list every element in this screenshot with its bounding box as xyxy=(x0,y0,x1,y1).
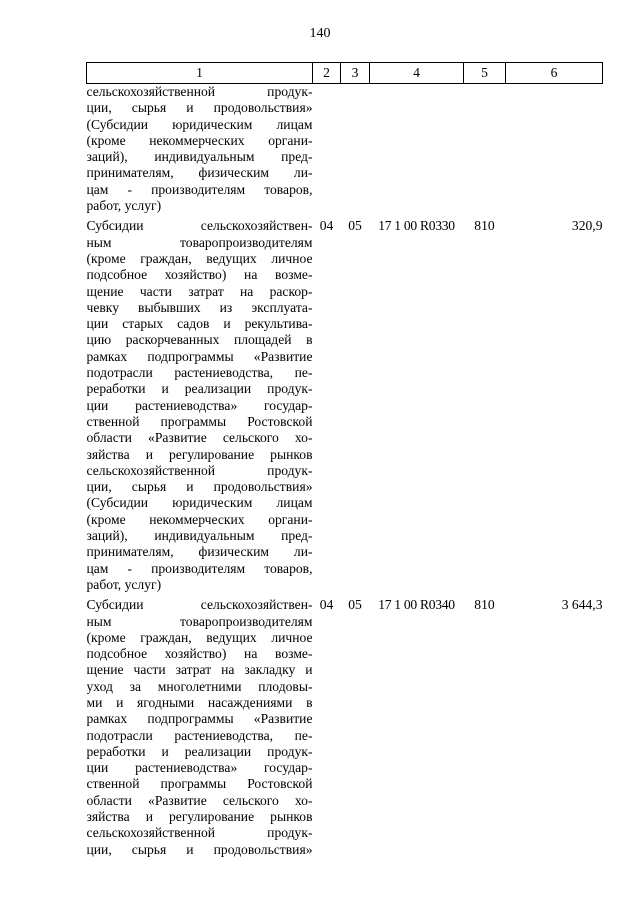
description-line: чевку выбывших из эксплуата- xyxy=(86,299,313,315)
expense-type-code xyxy=(464,593,506,858)
row-description xyxy=(87,84,313,215)
description-line: ции растениеводства» государ- xyxy=(86,760,313,776)
expense-type-code-text: 810 xyxy=(474,218,495,234)
description-line: работ, услуг) xyxy=(86,198,162,214)
description-line: реработки и реализации продук- xyxy=(86,381,313,397)
description-line: ции, сырья и продовольствия» xyxy=(86,841,313,857)
description-line: области «Развитие сельского хо- xyxy=(86,430,313,446)
table-body xyxy=(87,84,603,858)
description-line: заций), индивидуальным пред- xyxy=(86,149,313,165)
description-line: цам - производителям товаров, xyxy=(86,560,313,576)
description-line: подотрасли растениеводства, пе- xyxy=(86,365,313,381)
target-article-code-text: 17 1 00 R0340 xyxy=(378,597,455,613)
target-article-code-text: 17 1 00 R0330 xyxy=(378,218,455,234)
description-line: (кроме граждан, ведущих личное xyxy=(86,250,313,266)
table-row xyxy=(87,84,603,215)
description-line: принимателям, физическим ли- xyxy=(86,165,313,181)
description-line: ственной программы Ростовской xyxy=(86,776,313,792)
description-line: (кроме некоммерческих органи- xyxy=(86,132,313,148)
target-article-code xyxy=(370,593,464,858)
description-line: цам - производителям товаров, xyxy=(86,181,313,197)
page-number: 140 xyxy=(309,26,331,41)
amount-value xyxy=(506,214,603,593)
budget-table xyxy=(86,62,603,858)
description-line: Субсидии сельскохозяйствен- xyxy=(86,597,313,613)
description-line: ственной программы Ростовской xyxy=(86,413,313,429)
description-line: рамках подпрограммы «Развитие xyxy=(86,711,313,727)
description-line: заций), индивидуальным пред- xyxy=(86,528,313,544)
table-row xyxy=(87,593,603,858)
target-article-code xyxy=(370,84,464,215)
row-description xyxy=(87,593,313,858)
amount-value-text: 320,9 xyxy=(571,218,603,234)
description-line: цию раскорчеванных площадей в xyxy=(86,332,313,348)
expense-type-code-text: 810 xyxy=(474,597,495,613)
description-line: ным товаропроизводителям xyxy=(86,234,313,250)
expense-type-code xyxy=(464,214,506,593)
section-code xyxy=(313,214,341,593)
section-code xyxy=(313,84,341,215)
amount-value xyxy=(506,593,603,858)
target-article-code xyxy=(370,214,464,593)
table-header-row xyxy=(87,63,603,84)
description-line: щение части затрат на раскор- xyxy=(86,283,313,299)
description-line: подсобное хозяйство) на возме- xyxy=(86,646,313,662)
amount-value-text: 3 644,3 xyxy=(561,597,603,613)
section-code-text: 04 xyxy=(319,218,334,234)
description-line: зяйства и регулирование рынков xyxy=(86,446,313,462)
description-line: Субсидии сельскохозяйствен- xyxy=(86,218,313,234)
description-line: уход за многолетними плодовы- xyxy=(86,678,313,694)
description-line: реработки и реализации продук- xyxy=(86,743,313,759)
description-line: принимателям, физическим ли- xyxy=(86,544,313,560)
subsection-code-text xyxy=(341,84,370,88)
description-line: (Субсидии юридическим лицам xyxy=(86,495,313,511)
header-col-5: 5 xyxy=(464,63,506,84)
description-line: рамках подпрограммы «Развитие xyxy=(86,348,313,364)
description-line: ным товаропроизводителям xyxy=(86,613,313,629)
header-col-2: 2 xyxy=(313,63,341,84)
subsection-code xyxy=(341,593,370,858)
header-col-3: 3 xyxy=(341,63,370,84)
header-col-4: 4 xyxy=(370,63,464,84)
description-line: подотрасли растениеводства, пе- xyxy=(86,727,313,743)
section-code xyxy=(313,593,341,858)
header-col-6: 6 xyxy=(506,63,603,84)
description-line: ции, сырья и продовольствия» xyxy=(86,479,313,495)
subsection-code-text: 05 xyxy=(348,218,362,234)
section-code-text xyxy=(313,84,341,88)
description-line: ции растениеводства» государ- xyxy=(86,397,313,413)
subsection-code xyxy=(341,214,370,593)
description-line: ми и ягодными насаждениями в xyxy=(86,694,313,710)
target-article-code-text xyxy=(370,84,464,88)
description-line: зяйства и регулирование рынков xyxy=(86,809,313,825)
description-line: области «Развитие сельского хо- xyxy=(86,792,313,808)
description-line: сельскохозяйственной продук- xyxy=(86,462,313,478)
amount-value-text xyxy=(506,84,603,88)
description-line: ции, сырья и продовольствия» xyxy=(86,100,313,116)
description-line: сельскохозяйственной продук- xyxy=(86,84,313,99)
description-line: ции старых садов и рекультива- xyxy=(86,316,313,332)
description-line: сельскохозяйственной продук- xyxy=(86,825,313,841)
amount-value xyxy=(506,84,603,215)
description-line: работ, услуг) xyxy=(86,576,162,592)
description-line: (кроме некоммерческих органи- xyxy=(86,511,313,527)
section-code-text: 04 xyxy=(319,597,334,613)
description-line: (Субсидии юридическим лицам xyxy=(86,116,313,132)
subsection-code-text: 05 xyxy=(348,597,362,613)
subsection-code xyxy=(341,84,370,215)
description-line: щение части затрат на закладку и xyxy=(86,662,313,678)
description-line: (кроме граждан, ведущих личное xyxy=(86,629,313,645)
description-line: подсобное хозяйство) на возме- xyxy=(86,267,313,283)
row-description xyxy=(87,214,313,593)
expense-type-code-text xyxy=(464,84,506,88)
header-col-1: 1 xyxy=(87,63,313,84)
expense-type-code xyxy=(464,84,506,215)
table-row xyxy=(87,214,603,593)
